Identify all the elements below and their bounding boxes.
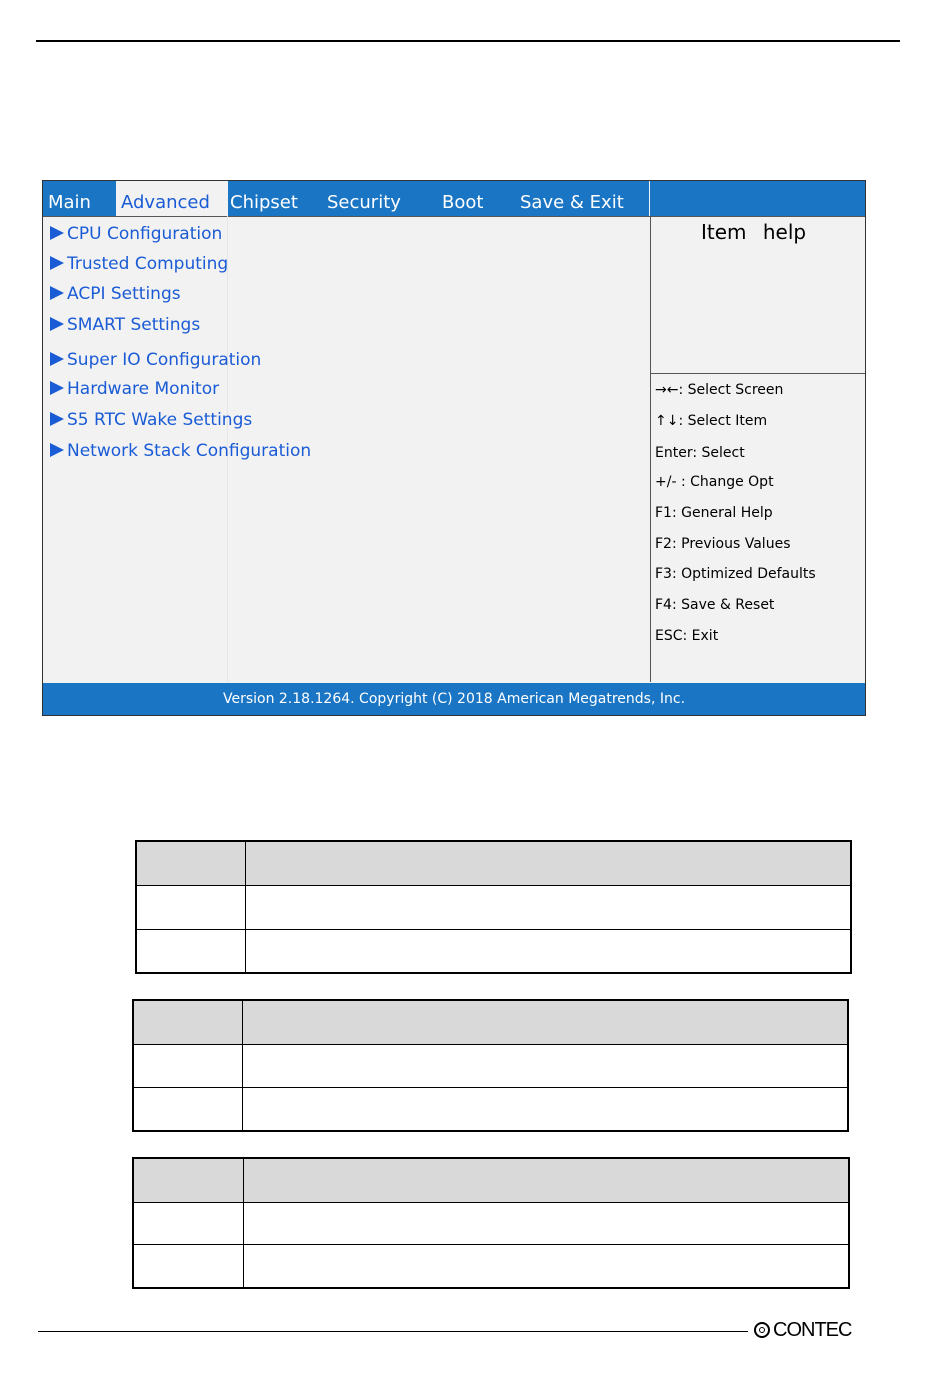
menu-item-network-stack-configuration[interactable]: Network Stack Configuration	[50, 439, 311, 463]
contec-logo-icon	[754, 1322, 770, 1338]
submenu-arrow-icon	[50, 443, 64, 457]
table-cell	[246, 929, 852, 973]
key-hint-f3: F3: Optimized Defaults	[655, 566, 816, 582]
help-panel-divider	[650, 216, 651, 682]
table-cell	[244, 1244, 850, 1288]
table-header-cell	[243, 1000, 849, 1044]
bottom-rule	[38, 1331, 748, 1332]
submenu-arrow-icon	[50, 381, 64, 395]
submenu-arrow-icon	[50, 352, 64, 366]
table-cell	[133, 1044, 243, 1087]
table-cell	[243, 1087, 849, 1131]
bios-version-footer: Version 2.18.1264. Copyright (C) 2018 American Megatrends, Inc.	[43, 683, 865, 715]
tab-advanced[interactable]: Advanced	[116, 181, 228, 216]
menu-item-super-io-configuration[interactable]: Super IO Configuration	[50, 348, 261, 372]
key-hint-enter: Enter: Select	[655, 445, 745, 461]
key-hint-f4: F4: Save & Reset	[655, 597, 775, 613]
table-header-cell	[244, 1158, 850, 1202]
submenu-arrow-icon	[50, 412, 64, 426]
menu-item-s5-rtc-wake-settings[interactable]: S5 RTC Wake Settings	[50, 408, 252, 432]
menu-item-cpu-configuration[interactable]: CPU Configuration	[50, 222, 222, 246]
key-hint-select-item: ↑↓: Select Item	[655, 413, 768, 429]
table-cell	[133, 1244, 244, 1288]
table-header-cell	[133, 1158, 244, 1202]
settings-table-3	[132, 1157, 850, 1289]
contec-logo-text: CONTEC	[773, 1318, 852, 1341]
key-hint-f1: F1: General Help	[655, 505, 773, 521]
table-cell	[136, 885, 246, 929]
key-hint-f2: F2: Previous Values	[655, 536, 791, 552]
top-rule	[36, 40, 900, 42]
menu-item-hardware-monitor[interactable]: Hardware Monitor	[50, 377, 219, 401]
help-section-divider	[651, 373, 865, 374]
submenu-arrow-icon	[50, 286, 64, 300]
table-cell	[246, 885, 852, 929]
table-cell	[136, 929, 246, 973]
table-cell	[133, 1087, 243, 1131]
tab-boot[interactable]: Boot	[442, 192, 484, 213]
table-cell	[244, 1202, 850, 1244]
table-header-cell	[136, 841, 246, 885]
table-cell	[243, 1044, 849, 1087]
table-header-cell	[246, 841, 852, 885]
submenu-arrow-icon	[50, 226, 64, 240]
tab-main[interactable]: Main	[48, 192, 91, 213]
tab-bar-underline	[43, 216, 865, 217]
tab-bar-right	[650, 181, 865, 216]
menu-item-trusted-computing[interactable]: Trusted Computing	[50, 252, 228, 276]
contec-logo	[754, 1318, 851, 1342]
tab-save-exit[interactable]: Save & Exit	[520, 192, 624, 213]
bios-setup-window	[42, 180, 866, 716]
submenu-arrow-icon	[50, 256, 64, 270]
table-header-cell	[133, 1000, 243, 1044]
key-hint-select-screen: →←: Select Screen	[655, 382, 784, 398]
settings-table-1	[135, 840, 852, 974]
table-cell	[133, 1202, 244, 1244]
key-hint-change-opt: +/- : Change Opt	[655, 474, 774, 490]
menu-item-smart-settings[interactable]: SMART Settings	[50, 313, 200, 337]
tab-bar	[43, 181, 649, 216]
submenu-arrow-icon	[50, 317, 64, 331]
tab-security[interactable]: Security	[327, 192, 401, 213]
menu-item-acpi-settings[interactable]: ACPI Settings	[50, 282, 181, 306]
item-help-title: Item help	[701, 220, 807, 244]
tab-chipset[interactable]: Chipset	[230, 192, 298, 213]
settings-table-2	[132, 999, 849, 1132]
key-hint-esc: ESC: Exit	[655, 628, 719, 644]
